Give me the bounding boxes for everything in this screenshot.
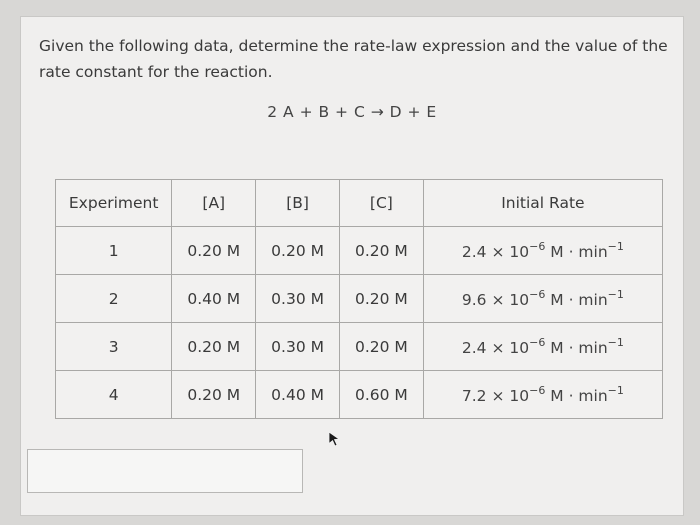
- question-card: [20, 16, 684, 516]
- mouse-pointer-icon: [326, 430, 342, 448]
- cell-experiment: 2: [56, 275, 172, 323]
- rate-coefficient: 2.4: [461, 243, 487, 261]
- cell-experiment: 4: [56, 371, 172, 419]
- table-row: [56, 371, 663, 419]
- answer-input[interactable]: [27, 449, 303, 493]
- cell-c: 0.20 M: [339, 227, 423, 275]
- header-experiment: Experiment: [56, 180, 172, 227]
- cell-b: 0.20 M: [256, 227, 340, 275]
- cell-initial-rate: [423, 227, 662, 275]
- rate-exponent: −6: [529, 288, 546, 301]
- cell-c: 0.20 M: [339, 275, 423, 323]
- cell-a: 0.20 M: [172, 371, 256, 419]
- rate-coefficient: 2.4: [461, 339, 487, 357]
- rate-exponent: −6: [529, 240, 546, 253]
- rate-unit: M · min: [550, 243, 608, 261]
- rate-exponent: −6: [529, 384, 546, 397]
- rate-base: × 10: [491, 291, 530, 309]
- rate-unit-exponent: −1: [607, 288, 624, 301]
- rate-base: × 10: [491, 339, 530, 357]
- cell-a: 0.20 M: [172, 227, 256, 275]
- rate-unit-exponent: −1: [607, 240, 624, 253]
- cell-b: 0.40 M: [256, 371, 340, 419]
- rate-coefficient: 7.2: [461, 387, 487, 405]
- reaction-equation: 2 A + B + C → D + E: [267, 103, 437, 121]
- rate-unit: M · min: [550, 291, 608, 309]
- table-row: [56, 275, 663, 323]
- cell-b: 0.30 M: [256, 323, 340, 371]
- rate-unit-exponent: −1: [607, 384, 624, 397]
- table-row: [56, 227, 663, 275]
- header-initial-rate: Initial Rate: [423, 180, 662, 227]
- rate-unit-exponent: −1: [607, 336, 624, 349]
- cell-initial-rate: [423, 323, 662, 371]
- rate-exponent: −6: [529, 336, 546, 349]
- cell-experiment: 3: [56, 323, 172, 371]
- rate-base: × 10: [491, 387, 530, 405]
- rate-base: × 10: [491, 243, 530, 261]
- rate-unit: M · min: [550, 387, 608, 405]
- cell-a: 0.20 M: [172, 323, 256, 371]
- table-row: [56, 323, 663, 371]
- rate-coefficient: 9.6: [461, 291, 487, 309]
- header-c: [C]: [339, 180, 423, 227]
- cell-initial-rate: [423, 371, 662, 419]
- rate-unit: M · min: [550, 339, 608, 357]
- cell-c: 0.60 M: [339, 371, 423, 419]
- cell-a: 0.40 M: [172, 275, 256, 323]
- header-b: [B]: [256, 180, 340, 227]
- cell-initial-rate: [423, 275, 662, 323]
- table-header-row: [56, 180, 663, 227]
- header-a: [A]: [172, 180, 256, 227]
- cell-b: 0.30 M: [256, 275, 340, 323]
- rate-data-table: [55, 179, 663, 419]
- question-text: Given the following data, determine the rate-law expression and the value of the rate constant for the reaction.: [39, 37, 668, 81]
- cell-c: 0.20 M: [339, 323, 423, 371]
- cell-experiment: 1: [56, 227, 172, 275]
